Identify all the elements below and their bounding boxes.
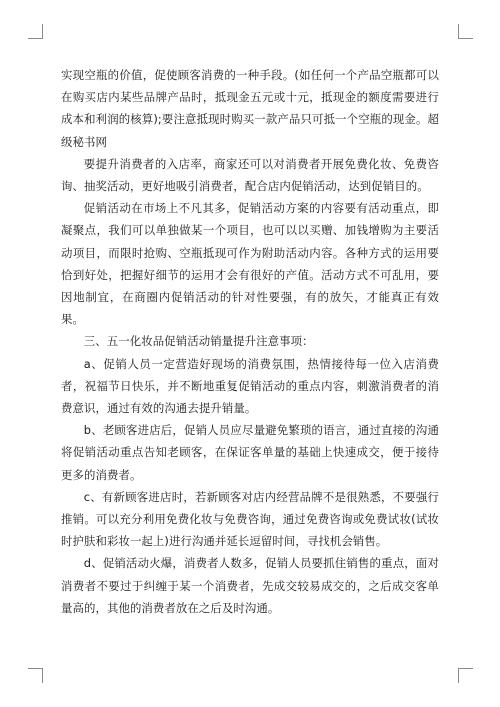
paragraph-note-a: a、促销人员一定营造好现场的消费氛围，热情接待每一位入店消费者，祝福节日快乐，并不断地重复促销活动的重点内容，刺激消费者的消费意识，通过有效的沟通去提升销量。: [61, 356, 439, 416]
section-heading-notes: 三、五一化妆品促销活动销量提升注意事项：: [83, 334, 314, 349]
paragraph-note-c: c、有新顾客进店时，若新顾客对店内经营品牌不是很熟悉，不要强行推销。可以充分利用免费化妆与免费咨询，通过免费咨询或免费试妆(试妆时护肤和彩妆一起上)进行沟通并延长逗留时间，寻找机会销售。: [61, 489, 439, 549]
crop-mark-bottom-right-vertical: [458, 668, 459, 683]
crop-mark-bottom-right-horizontal: [458, 668, 473, 669]
paragraph-note-d: d、促销活动火爆，消费者人数多，促销人员要抓住销售的重点，面对消费者不要过于纠缠于某一个消费者，先成交较易成交的，之后成交客单量高的，其他的消费者放在之后及时沟通。: [61, 556, 439, 615]
paragraph-activity-focus: 促销活动在市场上不凡其多，促销活动方案的内容要有活动重点，即凝聚点，我们可以单独做某一个项目，也可以以买赠、加钱增购为主要活动项目，而限时抢购、空瓶抵现可作为附助活动内容。各种方式的运用要恰到好处，把握好细节的运用才会有很好的产值。活动方式不可乱用，要因地制宜，在商圈内促销活动的针对性要强，有的放矢，才能真正有效果。: [61, 201, 439, 327]
paragraph-empty-bottle-value: 实现空瓶的价值，促使顾客消费的一种手段。(如任何一个产品空瓶都可以在购买店内某些品牌产品时，抵现金五元或十元，抵现金的额度需要进行成本和利润的核算);要注意抵现时购买一款产品只可抵一个空瓶的现金。超级秘书网: [61, 68, 439, 149]
paragraph-note-b: b、老顾客进店后，促销人员应尽量避免繁琐的语言，通过直接的沟通将促销活动重点告知老顾客，在保证客单量的基础上快速成交，便于接待更多的消费者。: [61, 423, 439, 482]
crop-mark-top-right-vertical: [458, 24, 459, 39]
crop-mark-top-left-horizontal: [28, 38, 43, 39]
crop-mark-bottom-left-horizontal: [28, 668, 43, 669]
crop-mark-bottom-left-vertical: [42, 668, 43, 683]
paragraph-store-entry-rate: 要提升消费者的入店率，商家还可以对消费者开展免费化妆、免费咨询、抽奖活动，更好地吸引消费者，配合店内促销活动，达到促销目的。: [61, 156, 439, 194]
crop-mark-top-left-vertical: [42, 24, 43, 39]
document-body: [61, 64, 439, 619]
crop-mark-top-right-horizontal: [458, 38, 473, 39]
